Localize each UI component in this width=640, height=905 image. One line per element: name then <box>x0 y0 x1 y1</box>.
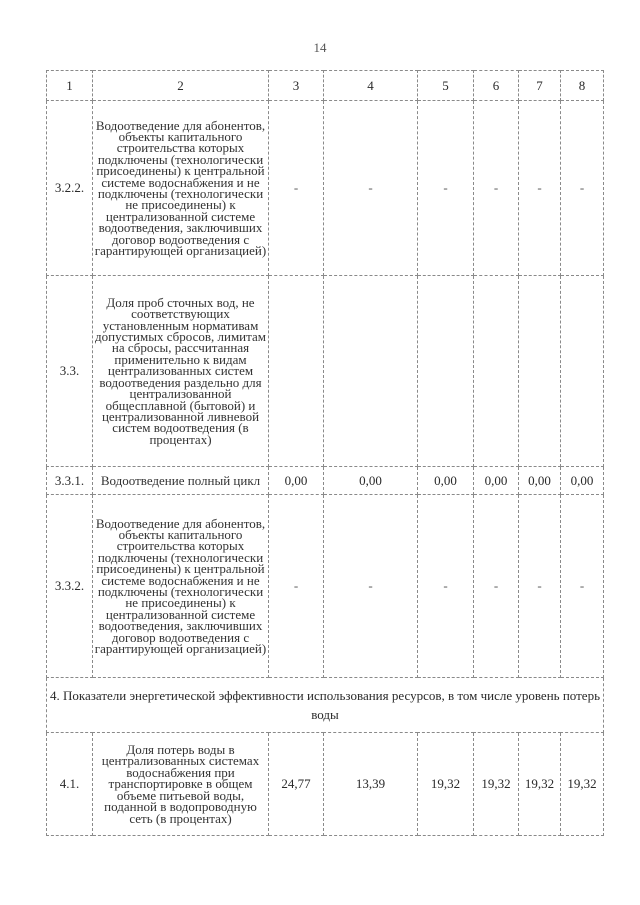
value-cell: - <box>561 101 604 276</box>
table-row <box>47 495 604 678</box>
value-cell: 0,00 <box>474 467 519 495</box>
value-cell <box>418 276 474 467</box>
value-cell: - <box>474 495 519 678</box>
header-cell: 4 <box>324 71 418 101</box>
row-number: 3.3.2. <box>47 495 93 678</box>
value-cell: 19,32 <box>474 733 519 836</box>
table-row <box>47 101 604 276</box>
section-heading-row <box>47 678 604 733</box>
row-number: 4.1. <box>47 733 93 836</box>
value-cell: 13,39 <box>324 733 418 836</box>
row-description: Доля потерь воды в централизованных системах водоснабжения при транспортировке в общем объеме питьевой воды, поданной в водопроводную сеть (в процентах) <box>93 733 269 836</box>
value-cell: 0,00 <box>324 467 418 495</box>
value-cell: 19,32 <box>418 733 474 836</box>
value-cell <box>324 276 418 467</box>
value-cell <box>269 276 324 467</box>
value-cell: - <box>418 495 474 678</box>
header-row <box>47 71 604 101</box>
header-cell: 1 <box>47 71 93 101</box>
value-cell: 0,00 <box>561 467 604 495</box>
header-cell: 7 <box>519 71 561 101</box>
value-cell: - <box>474 101 519 276</box>
table-row <box>47 276 604 467</box>
header-cell: 8 <box>561 71 604 101</box>
page-number: 14 <box>313 40 327 55</box>
value-cell: 19,32 <box>519 733 561 836</box>
row-description: Водоотведение полный цикл <box>93 467 269 495</box>
value-cell: - <box>561 495 604 678</box>
value-cell <box>474 276 519 467</box>
value-cell: - <box>269 101 324 276</box>
value-cell: 0,00 <box>418 467 474 495</box>
header-cell: 3 <box>269 71 324 101</box>
row-number: 3.2.2. <box>47 101 93 276</box>
value-cell: 0,00 <box>519 467 561 495</box>
header-cell: 5 <box>418 71 474 101</box>
row-description: Водоотведение для абонентов, объекты капитального строительства которых подключены (технологически присоединены) к центральной системе водоснабжения и не подключены (технологически не присоединены) к централизованной системе водоотведения, заключивших договор водоотведения с гарантирующей организацией) <box>93 101 269 276</box>
value-cell: - <box>519 101 561 276</box>
value-cell: - <box>269 495 324 678</box>
header-cell: 6 <box>474 71 519 101</box>
row-number: 3.3.1. <box>47 467 93 495</box>
value-cell <box>519 276 561 467</box>
table-row <box>47 733 604 836</box>
section-heading: 4. Показатели энергетической эффективности использования ресурсов, в том числе уровень потерь воды <box>47 678 604 733</box>
row-number: 3.3. <box>47 276 93 467</box>
value-cell: 19,32 <box>561 733 604 836</box>
value-cell: - <box>324 495 418 678</box>
value-cell: 24,77 <box>269 733 324 836</box>
table-row <box>47 467 604 495</box>
row-description: Водоотведение для абонентов, объекты капитального строительства которых подключены (технологически присоединены) к центральной системе водоснабжения и не подключены (технологически не присоединены) к централизованной системе водоотведения, заключивших договор водоотведения с гарантирующей организацией) <box>93 495 269 678</box>
row-description: Доля проб сточных вод, не соответствующих установленным нормативам допустимых сбросов, лимитам на сбросы, рассчитанная применительно к видам централизованных систем водоотведения раздельно для централизованной общесплавной (бытовой) и централизованной ливневой систем водоотведения (в процентах) <box>93 276 269 467</box>
value-cell <box>561 276 604 467</box>
value-cell: - <box>324 101 418 276</box>
indicators-table <box>46 70 604 836</box>
header-cell: 2 <box>93 71 269 101</box>
value-cell: 0,00 <box>269 467 324 495</box>
value-cell: - <box>519 495 561 678</box>
value-cell: - <box>418 101 474 276</box>
